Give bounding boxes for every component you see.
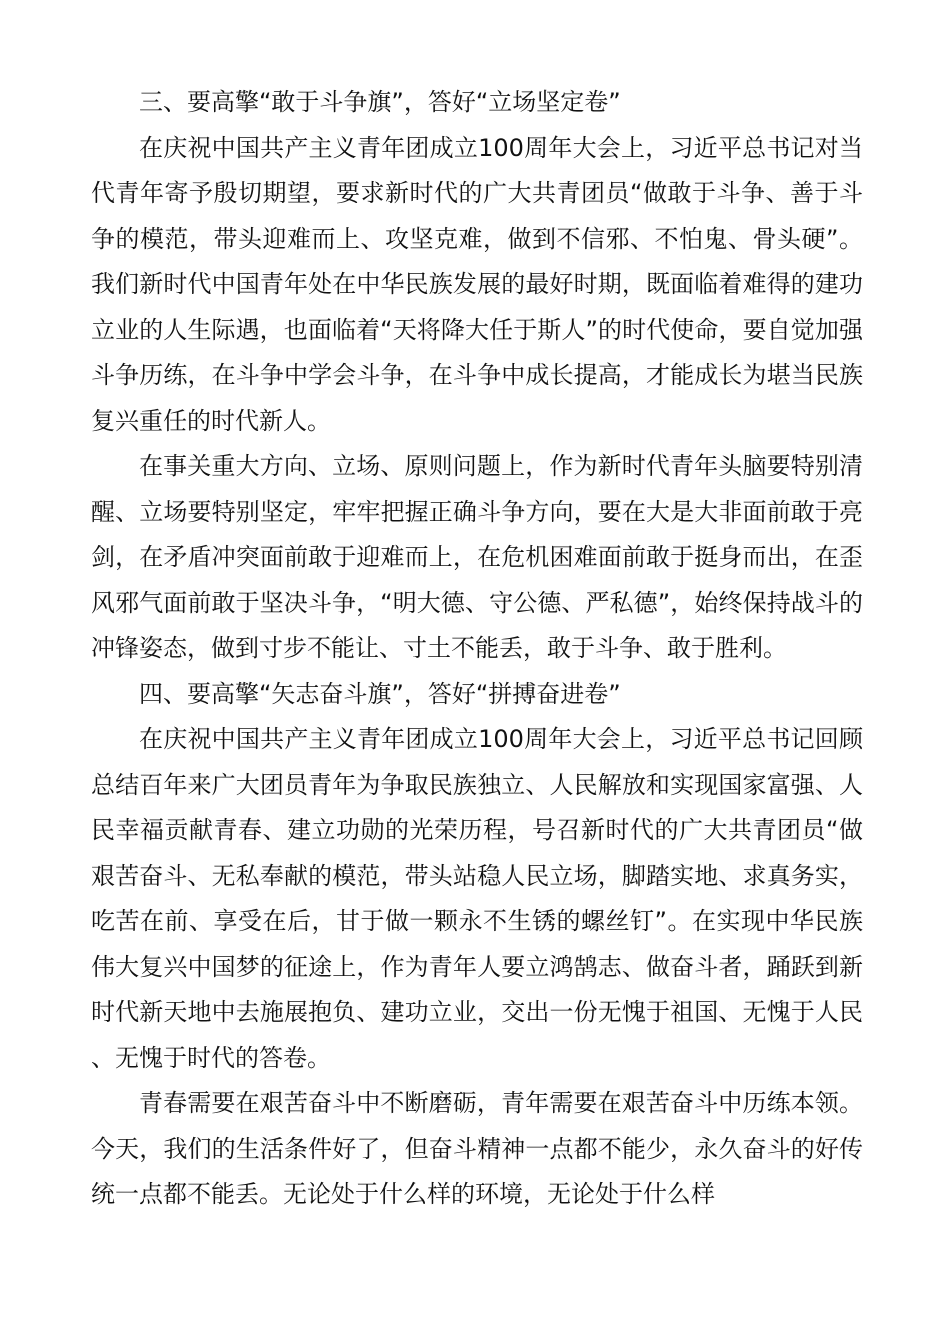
section-3-paragraph-2: 在事关重大方向、立场、原则问题上，作为新时代青年头脑要特别清醒、立场要特别坚定，牢牢把握正确斗争方向，要在大是大非面前敢于亮剑，在矛盾冲突面前敢于迎难而上，在危机困难面前敢于挺身而出，在歪风邪气面前敢于坚决斗争，“明大德、守公德、严私德”，始终保持战斗的冲锋姿态，做到寸步不能让、寸土不能丢，敢于斗争、敢于胜利。 [91, 452, 863, 662]
section-heading-3: 三、要高擎“敢于斗争旗”，答好“立场坚定卷” [139, 88, 621, 116]
section-4-paragraph-2: 青春需要在艰苦奋斗中不断磨砺，青年需要在艰苦奋斗中历练本领。今天，我们的生活条件好了，但奋斗精神一点都不能少，永久奋斗的好传统一点都不能丢。无论处于什么样的环境，无论处于什么样 [91, 1089, 863, 1208]
section-heading-4: 四、要高擎“矢志奋斗旗”，答好“拼搏奋进卷” [139, 679, 621, 708]
document-body [91, 80, 863, 1218]
section-3-paragraph-1: 在庆祝中国共产主义青年团成立100周年大会上，习近平总书记对当代青年寄予殷切期望，要求新时代的广大共青团员“做敢于斗争、善于斗争的模范，带头迎难而上、攻坚克难，做到不信邪、不怕鬼、骨头硬”。我们新时代中国青年处在中华民族发展的最好时期，既面临着难得的建功立业的人生际遇，也面临着“天将降大任于斯人”的时代使命，要自觉加强斗争历练，在斗争中学会斗争，在斗争中成长提高，才能成长为堪当民族复兴重任的时代新人。 [91, 133, 863, 435]
section-4-paragraph-1: 在庆祝中国共产主义青年团成立100周年大会上，习近平总书记回顾总结百年来广大团员青年为争取民族独立、人民解放和实现国家富强、人民幸福贡献青春、建立功勋的光荣历程，号召新时代的广大共青团员“做艰苦奋斗、无私奉献的模范，带头站稳人民立场，脚踏实地、求真务实，吃苦在前、享受在后，甘于做一颗永不生锈的螺丝钉”。在实现中华民族伟大复兴中国梦的征途上，作为青年人要立鸿鹄志、做奋斗者，踊跃到新时代新天地中去施展抱负、建功立业，交出一份无愧于祖国、无愧于人民、无愧于时代的答卷。 [91, 725, 863, 1072]
